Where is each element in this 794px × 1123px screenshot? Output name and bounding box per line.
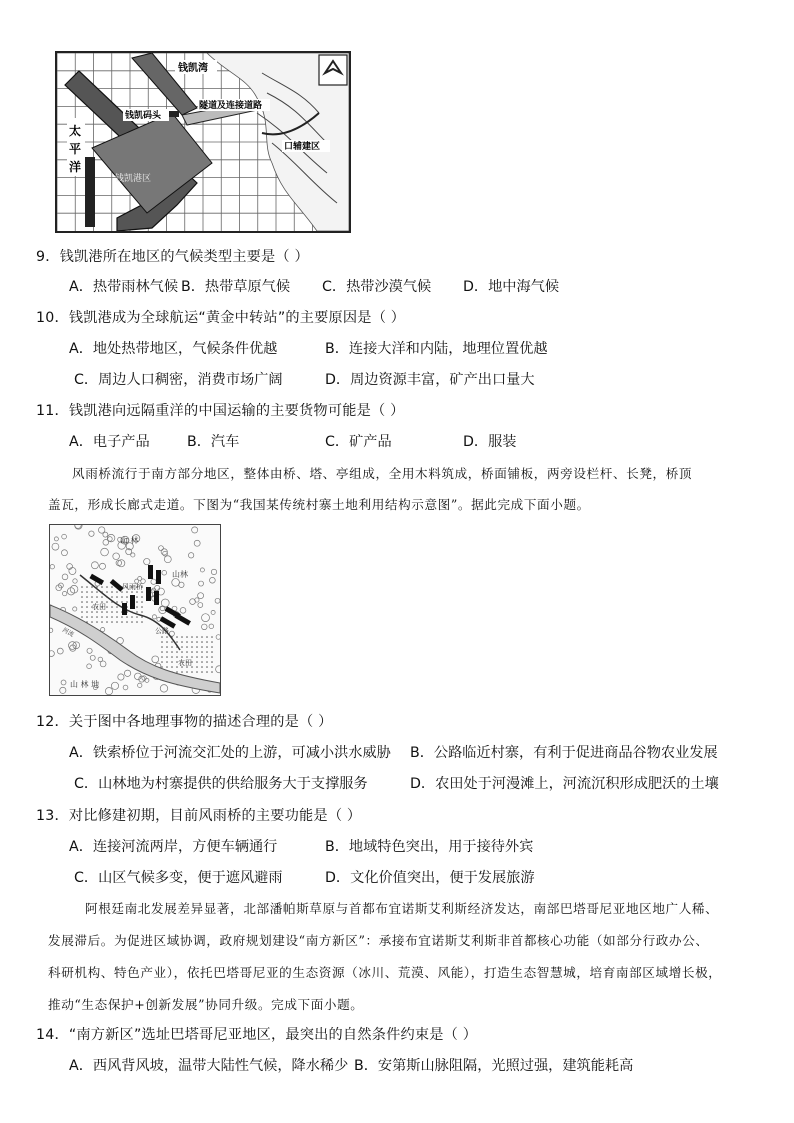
q12-option-b: B．公路临近村寨，有利于促进商品谷物农业发展 xyxy=(410,745,718,761)
q9-option-c: C．热带沙漠气候 xyxy=(322,279,432,295)
q10-option-d: D．周边资源丰富，矿产出口量大 xyxy=(325,372,535,388)
q13-option-a: A．连接河流两岸，方便车辆通行 xyxy=(69,839,278,855)
q10-stem: 10．钱凯港成为全球航运“黄金中转站”的主要原因是（ ） xyxy=(36,310,406,326)
map2-label-forest-right: 山林 xyxy=(172,570,188,579)
q13-stem: 13．对比修建初期，目前风雨桥的主要功能是（ ） xyxy=(36,808,362,824)
map2-label-river: 河流 xyxy=(61,626,75,639)
passage3-line3: 科研机构、特色产业），依托巴塔哥尼亚的生态资源（冰川、荒漠、风能），打造生态智慧城，培育南部区域增长极， xyxy=(48,965,722,980)
q9-option-d: D．地中海气候 xyxy=(463,279,560,295)
q11-option-d: D．服装 xyxy=(463,434,517,450)
passage3-line4: 推动“生态保护+创新发展”协同升级。完成下面小题。 xyxy=(48,997,364,1012)
passage2-line1: 风雨桥流行于南方部分地区，整体由桥、塔、亭组成，全用木料筑成，桥面铺板，两旁设栏杆、长凳，桥顶 xyxy=(72,466,693,481)
q9-option-b: B．热带草原气候 xyxy=(181,279,291,295)
map2-label-forest-bottom: 山 林 地 xyxy=(70,680,100,689)
map2-label-bridge: 风雨桥 xyxy=(122,583,143,591)
q10-option-c: C．周边人口稠密，消费市场广阔 xyxy=(74,372,283,388)
map1-label-area: 钱凯港区 xyxy=(115,174,152,184)
q10-option-b: B．连接大洋和内陆，地理位置优越 xyxy=(325,341,548,357)
q11-stem: 11．钱凯港向远隔重洋的中国运输的主要货物可能是（ ） xyxy=(36,403,405,419)
map1-label-bay: 钱凯湾 xyxy=(178,63,208,74)
map2-label-forest-top: 山 林 xyxy=(120,536,139,545)
q11-option-b: B．汽车 xyxy=(187,434,240,450)
q13-option-b: B．地域特色突出，用于接待外宾 xyxy=(325,839,534,855)
q12-option-d: D．农田处于河漫滩上，河流沉积形成肥沃的土壤 xyxy=(410,776,719,792)
q14-option-a: A．西风背风坡，温带大陆性气候，降水稀少 xyxy=(69,1058,349,1074)
q11-option-a: A．电子产品 xyxy=(69,434,150,450)
q13-option-c: C．山区气候多变，便于遮风避雨 xyxy=(74,870,283,886)
village-map-svg xyxy=(50,525,220,695)
port-map-figure xyxy=(55,51,351,233)
q14-option-b: B．安第斯山脉阻隔，光照过强，建筑能耗高 xyxy=(354,1058,634,1074)
passage3-line2: 发展滞后。为促进区域协调，政府规划建设“南方新区”：承接布宜诺斯艾利斯非首都核心功能（如部分行政办公、 xyxy=(48,933,709,948)
q13-option-d: D．文化价值突出，便于发展旅游 xyxy=(325,870,535,886)
map1-label-port: 口辅建区 xyxy=(284,142,321,152)
map1-label-tunnel: 隧道及连接道路 xyxy=(199,101,263,111)
q12-option-a: A．铁索桥位于河流交汇处的上游，可减小洪水威胁 xyxy=(69,745,391,761)
map1-label-ocean-1: 太 xyxy=(69,124,82,138)
q10-option-a: A．地处热带地区，气候条件优越 xyxy=(69,341,278,357)
passage2-line2: 盖瓦，形成长廊式走道。下图为“我国某传统村寨土地利用结构示意图”。据此完成下面小题。 xyxy=(48,497,590,512)
q11-option-c: C．矿产品 xyxy=(325,434,392,450)
port-map-svg xyxy=(57,53,349,231)
village-land-use-figure xyxy=(49,524,221,696)
map1-label-jetty: 钱凯码头 xyxy=(125,111,162,121)
map1-label-ocean-3: 洋 xyxy=(69,160,82,174)
passage3-line1: 阿根廷南北发展差异显著，北部潘帕斯草原与首都布宜诺斯艾利斯经济发达，南部巴塔哥尼亚地区地广人稀、 xyxy=(85,901,719,916)
q12-option-c: C．山林地为村寨提供的供给服务大于支撑服务 xyxy=(74,776,368,792)
q12-stem: 12．关于图中各地理事物的描述合理的是（ ） xyxy=(36,714,333,730)
q9-option-a: A．热带雨林气候 xyxy=(69,279,179,295)
q14-stem: 14．“南方新区”选址巴塔哥尼亚地区，最突出的自然条件约束是（ ） xyxy=(36,1027,478,1043)
map1-label-ocean-2: 平 xyxy=(69,142,82,156)
map2-label-farm-left: 农田 xyxy=(92,603,106,611)
map2-label-farm-right: 农田 xyxy=(178,659,192,667)
q9-stem: 9．钱凯港所在地区的气候类型主要是（ ） xyxy=(36,249,309,265)
map2-label-road: 公路 xyxy=(155,627,169,635)
